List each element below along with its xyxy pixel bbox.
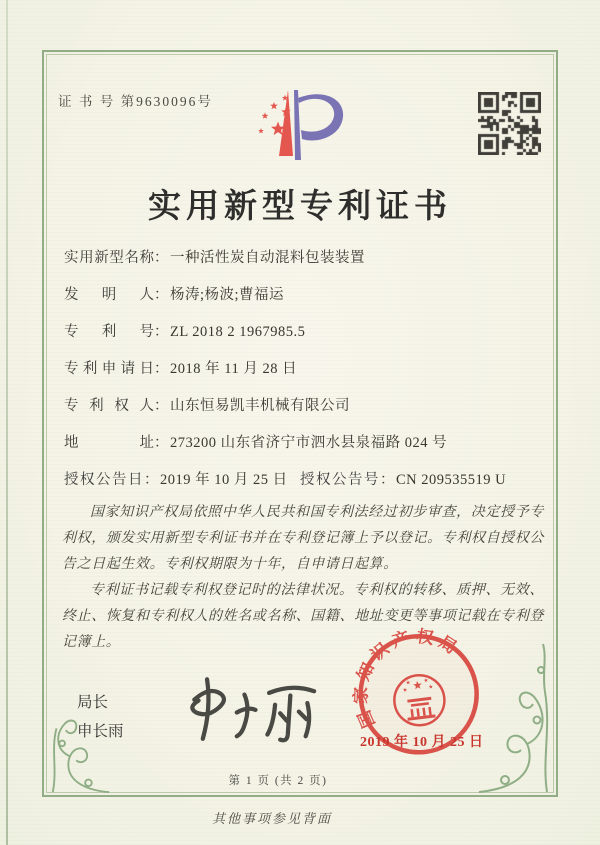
colon: ： xyxy=(154,435,169,451)
fields-block xyxy=(64,248,544,507)
field-label: 专利权人 xyxy=(64,398,154,414)
grant-date-value: 2019 年 10 月 25 日 xyxy=(160,472,288,488)
back-note: 其他事项参见背面 xyxy=(211,811,332,826)
page-edge xyxy=(6,0,8,845)
colon: ： xyxy=(154,250,169,266)
field-label: 专利号 xyxy=(64,324,154,340)
seal-date: 2019 年 10 月 25 日 xyxy=(360,735,484,750)
signer-title: 局长 xyxy=(77,694,109,711)
paragraph-1: 国家知识产权局依照中华人民共和国专利法经过初步审查，决定授予专利权，颁发实用新型专利证书并在专利登记簿上予以登记。专利权自授权公告之日起生效。专利权期限为十年，自申请日起算。 xyxy=(62,505,544,572)
field-value: 2018 年 11 月 28 日 xyxy=(170,361,298,377)
certificate-number: 证 书 号 第9630096号 xyxy=(58,94,213,109)
signer-name: 申长雨 xyxy=(77,723,124,740)
field-label: 发明人 xyxy=(64,287,154,303)
field-label: 地址 xyxy=(64,435,154,451)
field-row-address xyxy=(64,433,544,470)
field-value: 杨涛;杨波;曹福运 xyxy=(170,287,285,303)
seal-text: 国家知识产权局 xyxy=(351,626,465,731)
field-value: 山东恒易凯丰机械有限公司 xyxy=(170,398,350,414)
colon: ： xyxy=(154,398,169,414)
paragraph-2: 专利证书记载专利权登记时的法律状况。专利权的转移、质押、无效、终止、恢复和专利权人的姓名或名称、国籍、地址变更等事项记载在专利登记簿上。 xyxy=(62,583,544,650)
field-value: 273200 山东省济宁市泗水县泉福路 024 号 xyxy=(170,435,448,451)
colon: ： xyxy=(154,361,169,377)
field-row-filing-date xyxy=(64,359,544,396)
field-row-inventors xyxy=(64,285,544,322)
field-label: 专利申请日 xyxy=(64,361,154,377)
field-row-patentee xyxy=(64,396,544,433)
cnipa-patent-logo-icon xyxy=(252,86,352,166)
signer-block xyxy=(77,688,124,746)
field-row-name xyxy=(64,248,544,285)
colon: ： xyxy=(154,287,169,303)
field-label: 实用新型名称 xyxy=(64,250,154,266)
grant-no-value: CN 209535519 U xyxy=(396,472,507,488)
colon: ： xyxy=(380,472,395,488)
field-row-patent-no xyxy=(64,322,544,359)
official-seal-icon xyxy=(337,613,504,780)
field-value: 一种活性炭自动混料包装装置 xyxy=(170,250,365,266)
field-value: ZL 2018 2 1967985.5 xyxy=(170,324,306,340)
grant-no-label: 授权公告号 xyxy=(300,472,380,488)
grant-no-group xyxy=(300,470,506,490)
colon: ： xyxy=(154,324,169,340)
page-number: 第 1 页 (共 2 页) xyxy=(228,775,328,787)
colon: ： xyxy=(144,472,159,488)
certificate-title: 实用新型专利证书 xyxy=(148,189,452,225)
signature-icon xyxy=(162,672,332,758)
qr-code xyxy=(478,92,541,155)
grant-date-label: 授权公告日 xyxy=(64,472,144,488)
